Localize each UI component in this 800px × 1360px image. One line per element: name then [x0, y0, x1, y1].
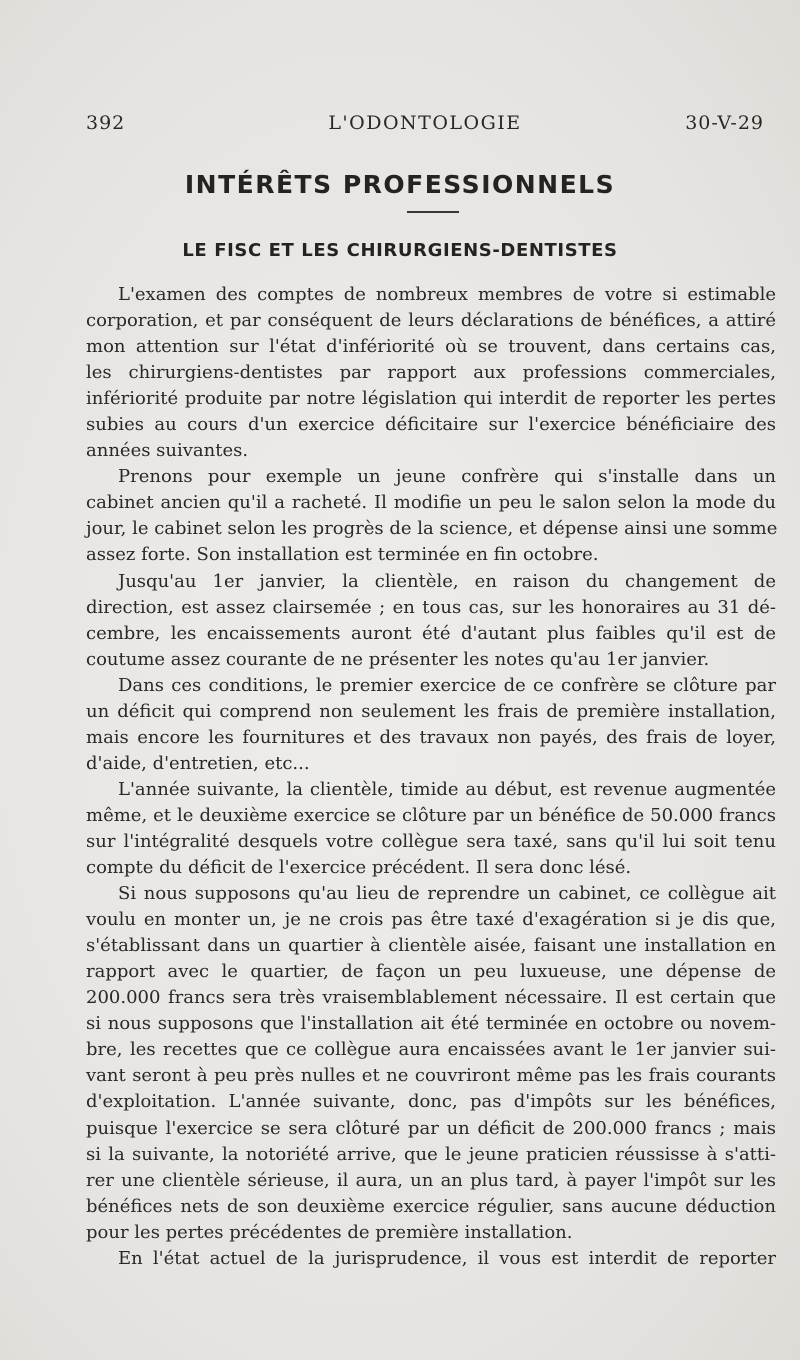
text-line: puisque l'exercice se sera clôturé par un déficit de 200.000 francs ; mais [86, 1117, 776, 1139]
running-header [86, 112, 764, 138]
text-line: mais encore les fournitures et des travaux non payés, des frais de loyer, [86, 726, 776, 748]
article-title: LE FISC ET LES CHIRURGIENS-DENTISTES [182, 240, 618, 261]
text-line: si nous supposons que l'installation ait été terminée en octobre ou novem- [86, 1013, 776, 1035]
journal-title: L'ODONTOLOGIE [328, 112, 522, 134]
text-line: d'exploitation. L'année suivante, donc, pas d'impôts sur les bénéfices, [86, 1091, 776, 1113]
text-line: les chirurgiens-dentistes par rapport aux professions commerciales, [86, 362, 776, 384]
page-number: 392 [86, 112, 126, 134]
text-line: infériorité produite par notre législation qui interdit de reporter les pertes [86, 388, 776, 410]
text-line: corporation, et par conséquent de leurs déclarations de bénéfices, a attiré [86, 310, 776, 332]
text-line: Jusqu'au 1er janvier, la clientèle, en raison du changement de [118, 570, 776, 592]
text-line: sur l'intégralité desquels votre collègue sera taxé, sans qu'il lui soit tenu [86, 830, 776, 852]
text-line: vant seront à peu près nulles et ne couvriront même pas les frais courants [86, 1065, 776, 1087]
text-line: Dans ces conditions, le premier exercice de ce confrère se clôture par [118, 674, 776, 696]
text-line: subies au cours d'un exercice déficitaire sur l'exercice bénéficiaire des [86, 414, 776, 436]
text-line: En l'état actuel de la jurisprudence, il vous est interdit de reporter [118, 1247, 776, 1269]
text-line: mon attention sur l'état d'infériorité où se trouvent, dans certains cas, [86, 336, 776, 358]
text-line: Prenons pour exemple un jeune confrère qui s'installe dans un [118, 466, 776, 488]
article-body [86, 282, 776, 1272]
text-line: années suivantes. [86, 440, 249, 462]
text-line: assez forte. Son installation est terminée en fin octobre. [86, 544, 599, 566]
text-line: cembre, les encaissements auront été d'autant plus faibles qu'il est de [86, 622, 776, 644]
text-line: coutume assez courante de ne présenter les notes qu'au 1er janvier. [86, 648, 710, 670]
text-line: Si nous supposons qu'au lieu de reprendre un cabinet, ce collègue ait [118, 883, 776, 905]
issue-date: 30-V-29 [685, 112, 764, 134]
text-line: si la suivante, la notoriété arrive, que le jeune praticien réussisse à s'atti- [86, 1143, 776, 1165]
text-line: même, et le deuxième exercice se clôture par un bénéfice de 50.000 francs [86, 804, 776, 826]
text-line: rer une clientèle sérieuse, il aura, un an plus tard, à payer l'impôt sur les [86, 1169, 776, 1191]
text-line: d'aide, d'entretien, etc... [86, 752, 310, 774]
text-line: s'établissant dans un quartier à clientèle aisée, faisant une installation en [86, 935, 776, 957]
text-line: L'année suivante, la clientèle, timide au début, est revenue augmentée [118, 778, 776, 800]
text-line: bénéfices nets de son deuxième exercice régulier, sans aucune déduction [86, 1195, 776, 1217]
text-line: direction, est assez clairsemée ; en tous cas, sur les honoraires au 31 dé- [86, 596, 776, 618]
text-line: pour les pertes précédentes de première installation. [86, 1221, 573, 1243]
text-line: L'examen des comptes de nombreux membres de votre si estimable [118, 284, 776, 305]
section-title: INTÉRÊTS PROFESSIONNELS [184, 170, 616, 199]
text-line: voulu en monter un, je ne crois pas être taxé d'exagération si je dis que, [86, 909, 776, 931]
text-line: bre, les recettes que ce collègue aura encaissées avant le 1er janvier sui- [86, 1039, 776, 1061]
text-line: un déficit qui comprend non seulement les frais de première installation, [86, 700, 776, 722]
text-line: compte du déficit de l'exercice précédent. Il sera donc lésé. [86, 857, 632, 879]
text-line: 200.000 francs sera très vraisemblablement nécessaire. Il est certain que [86, 987, 776, 1009]
title-divider [407, 211, 459, 213]
text-line: rapport avec le quartier, de façon un peu luxueuse, une dépense de [86, 961, 776, 983]
text-line: cabinet ancien qu'il a racheté. Il modifie un peu le salon selon la mode du [86, 492, 776, 514]
text-line: jour, le cabinet selon les progrès de la science, et dépense ainsi une somme [86, 518, 778, 540]
